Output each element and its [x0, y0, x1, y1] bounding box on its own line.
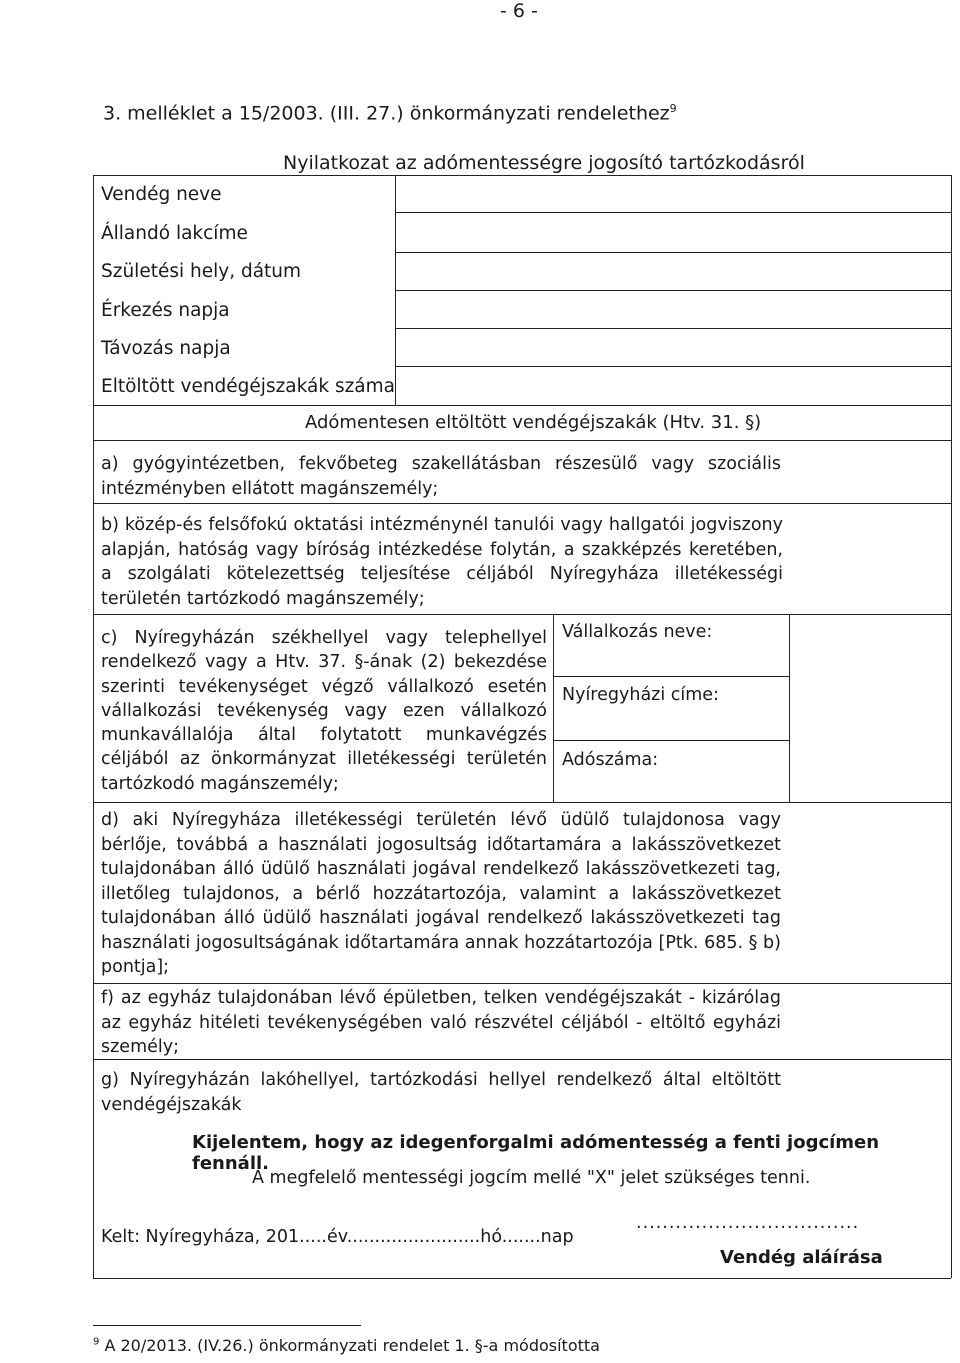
footnote-separator [93, 1325, 361, 1326]
exemption-item-g: g) Nyíregyházán lakóhellyel, tartózkodási hellyel rendelkező által eltöltött vendégéjszakák [101, 1070, 781, 1115]
grid-line-left [93, 175, 94, 1278]
exemption-item-b: b) közép-és felsőfokú oktatási intézménynél tanulói vagy hallgatói jogviszony alapján, hatóság vagy bíróság intézkedése folytán, a szakképzés keretében, a szolgálati kötelezettség teljesítése céljából Nyíregyháza illetékességi területén tartózkodó magánszemély; [101, 515, 783, 609]
footnote-mark: 9 [93, 1336, 100, 1348]
grid-line-company-1 [553, 676, 789, 677]
footnote [93, 1336, 600, 1355]
annex-footnote-mark: 9 [669, 102, 677, 115]
form-title: Nyilatkozat az adómentességre jogosító tartózkodásról [283, 152, 805, 174]
grid-line-c [93, 802, 951, 803]
exemption-item-c: c) Nyíregyházán székhellyel vagy telephellyel rendelkező vagy a Htv. 37. §-ának (2) bekezdése szerinti tevékenységet végző vállalkozó esetén vállalkozási tevékenység vagy ezen vállalkozó munkavállalója által folytatott munkavégzés céljából az önkormányzat illetékességi területén tartózkodó magánszemély; [101, 628, 547, 794]
exemption-item-d: d) aki Nyíregyháza illetékességi területén lévő üdülő tulajdonosa vagy bérlője, továbbá a használati jogosultság időtartamára a lakásszövetkezet tulajdonában álló üdülő használati jogával rendelkező lakásszövetkezeti tag, illetőleg tulajdonos, a bérlő hozzátartozója, valamint a lakásszövetkezet tulajdonában álló üdülő használati jogával rendelkező lakásszövetkezeti tag használati jogosultságának időtartamára annak hozzátartozója [Ptk. 685. § b) pontja]; [101, 810, 781, 977]
signature-label: Vendég aláírása [720, 1247, 883, 1268]
company-name-label: Vállalkozás neve: [562, 622, 713, 642]
exemption-item-a: a) gyógyintézetben, fekvőbeteg szakellátásban részesülő vagy szociális intézményben ellátott magánszemély; [101, 454, 781, 499]
field-label-arrival-date: Érkezés napja [101, 300, 230, 321]
field-label-nights-count: Eltöltött vendégéjszakák száma [101, 376, 395, 397]
field-label-departure-date: Távozás napja [101, 338, 231, 359]
annex-heading-text: 3. melléklet a 15/2003. (III. 27.) önkormányzati rendelethez [103, 102, 670, 125]
grid-line-right [951, 175, 952, 1278]
field-label-permanent-address: Állandó lakcíme [101, 223, 248, 244]
grid-line-field-5 [395, 366, 951, 367]
field-label-birth-place-date: Születési hely, dátum [101, 261, 302, 282]
grid-line-field-2 [395, 252, 951, 253]
grid-line-field-3 [395, 290, 951, 291]
company-address-label: Nyíregyházi címe: [562, 685, 719, 705]
grid-line-fields-end [93, 405, 951, 406]
grid-line-field-4 [395, 328, 951, 329]
grid-line-a [93, 503, 951, 504]
grid-line-bottom [93, 1278, 951, 1279]
declaration-text: Kijelentem, hogy az idegenforgalmi adómentesség a fenti jogcímen fennáll. [192, 1132, 880, 1174]
page-number: - 6 - [500, 0, 538, 22]
instruction-text: A megfelelő mentességi jogcím mellé "X" jelet szükséges tenni. [252, 1168, 811, 1188]
grid-line-b [93, 614, 951, 615]
grid-line-c-divider [553, 614, 554, 802]
grid-line-subheading [93, 440, 951, 441]
grid-line-label-divider [395, 175, 396, 405]
field-label-guest-name: Vendég neve [101, 184, 222, 205]
exemption-item-f: f) az egyház tulajdonában lévő épületben, telken vendégéjszakát - kizárólag az egyház hitéleti tevékenységében való részvétel céljából - eltöltő egyházi személy; [101, 988, 781, 1057]
signature-line: .................................. [636, 1213, 860, 1233]
grid-line-top [93, 175, 951, 176]
date-place-line: Kelt: Nyíregyháza, 201.....év........................hó.......nap [101, 1227, 574, 1247]
grid-line-field-1 [395, 212, 951, 213]
company-tax-number-label: Adószáma: [562, 750, 659, 770]
exemption-subheading: Adómentesen eltöltött vendégéjszakák (Htv. 31. §) [305, 412, 762, 433]
grid-line-company-divider [789, 614, 790, 802]
grid-line-d [93, 983, 951, 984]
footnote-text: A 20/2013. (IV.26.) önkormányzati rendelet 1. §-a módosította [104, 1336, 600, 1355]
grid-line-company-2 [553, 740, 789, 741]
annex-heading [103, 102, 677, 124]
